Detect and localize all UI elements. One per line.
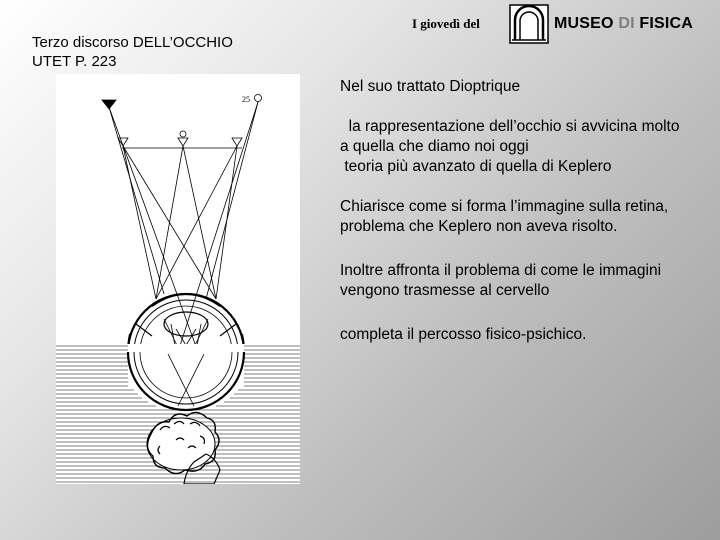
museum-name-end: FISICA [639, 15, 694, 32]
figure-label: 25 [242, 95, 250, 104]
series-title: I giovedì del [412, 16, 480, 31]
slide-subtitle [32, 33, 233, 71]
paragraph-cervello: Inoltre affronta il problema di come le immagini vengono trasmesse al cervello [340, 262, 662, 299]
paragraph-retina: Chiarisce come si forma l’immagine sulla retina, problema che Keplero non aveva risolto. [340, 198, 669, 235]
subtitle-line-1: Terzo discorso DELL’OCCHIO [32, 34, 233, 51]
museum-name [554, 15, 693, 33]
museum-logo-icon [509, 4, 549, 44]
paragraph-rappresentazione [340, 117, 690, 177]
paragraph-dioptrique: Nel suo trattato Dioptrique [340, 78, 521, 95]
museum-name-di: DI [618, 15, 635, 32]
subtitle-line-2: UTET P. 223 [32, 53, 117, 70]
paragraph-rappresentazione-line-a: la rappresentazione dell’occhio si avvicina molto a quella che diamo noi oggi [340, 118, 684, 155]
paragraph-rappresentazione-line-b: teoria più avanzato di quella di Keplero [340, 158, 612, 175]
slide-body [340, 77, 690, 345]
header-brand [412, 4, 712, 44]
eye-figure [56, 74, 300, 484]
paragraph-conclusione: completa il percosso fisico-psichico. [340, 326, 587, 343]
museum-name-main: MUSEO [554, 15, 614, 32]
eye-diagram-icon [56, 74, 300, 484]
